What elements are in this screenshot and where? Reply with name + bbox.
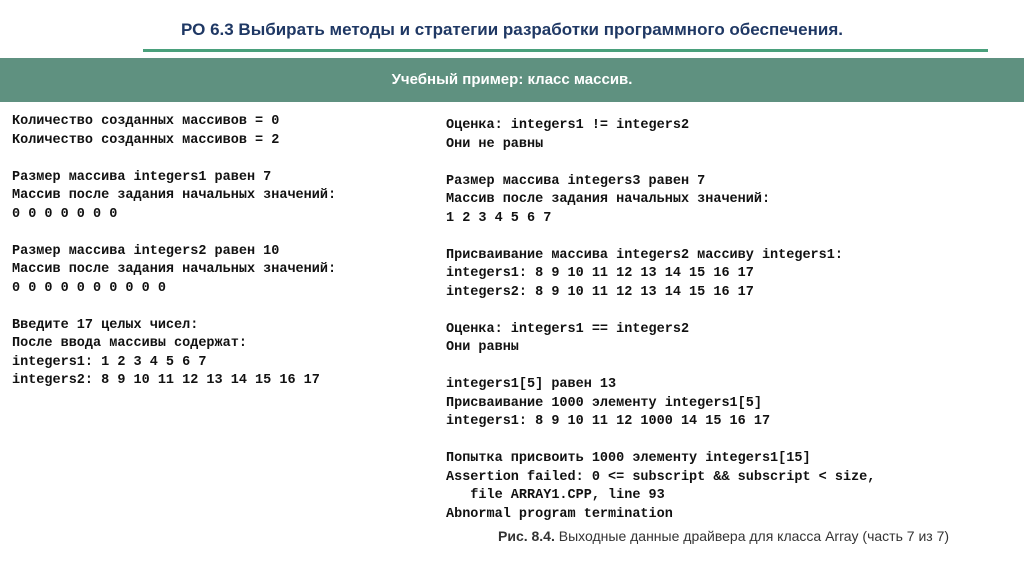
output-line: Размер массива integers3 равен 7 [446, 173, 706, 189]
output-line: Присваивание 1000 элементу integers1[5] [446, 395, 762, 411]
banner-title: Учебный пример: класс массив. [391, 71, 633, 88]
output-line [12, 150, 336, 169]
output-line: integers1: 1 2 3 4 5 6 7 [12, 354, 207, 370]
output-line: integers2: 8 9 10 11 12 13 14 15 16 17 [446, 284, 754, 300]
output-line: Abnormal program termination [446, 506, 673, 522]
output-line: 0 0 0 0 0 0 0 0 0 0 [12, 280, 166, 296]
section-banner [0, 58, 1024, 102]
output-line: 0 0 0 0 0 0 0 [12, 206, 118, 222]
output-line: Количество созданных массивов = 2 [12, 132, 280, 148]
output-line: integers1: 8 9 10 11 12 13 14 15 16 17 [446, 266, 754, 281]
output-line: Количество созданных массивов = 0 [12, 114, 280, 129]
output-line: 1 2 3 4 5 6 7 [446, 210, 552, 226]
output-line [12, 224, 336, 243]
output-line: Оценка: integers1 == integers2 [446, 321, 690, 337]
output-line: Массив после задания начальных значений: [12, 262, 337, 277]
output-line: Размер массива integers1 равен 7 [12, 169, 272, 185]
output-line: Они равны [446, 340, 519, 355]
output-line: Присваивание массива integers2 массиву integers1: [446, 247, 843, 263]
output-line: file ARRAY1.CPP, line 93 [446, 488, 665, 503]
console-output-left [12, 113, 336, 391]
console-output-right [446, 117, 875, 524]
title-underline [143, 49, 988, 52]
figure-label: Рис. 8.4. [498, 528, 555, 544]
output-line: integers1[5] равен 13 [446, 377, 617, 392]
output-line: Assertion failed: 0 <= subscript && subscript < size, [446, 469, 876, 485]
output-line: Массив после задания начальных значений: [446, 192, 771, 207]
output-line [446, 358, 875, 377]
output-line [446, 154, 875, 173]
output-line: Попытка присвоить 1000 элементу integers1[15] [446, 451, 811, 466]
output-line [12, 298, 336, 317]
slide-title: РО 6.3 Выбирать методы и стратегии разработки программного обеспечения. [181, 20, 843, 39]
output-line: Они не равны [446, 136, 544, 152]
output-line: После ввода массивы содержат: [12, 336, 247, 351]
output-line: Размер массива integers2 равен 10 [12, 243, 280, 259]
output-line [446, 302, 875, 321]
output-line: integers1: 8 9 10 11 12 1000 14 15 16 17 [446, 414, 771, 429]
output-line: Введите 17 целых чисел: [12, 317, 199, 333]
output-line [446, 228, 875, 247]
figure-caption [498, 528, 949, 544]
output-line: Оценка: integers1 != integers2 [446, 118, 690, 133]
output-line: integers2: 8 9 10 11 12 13 14 15 16 17 [12, 373, 320, 388]
output-line [446, 432, 875, 451]
figure-caption-text: Выходные данные драйвера для класса Array (часть 7 из 7) [554, 528, 950, 544]
output-line: Массив после задания начальных значений: [12, 188, 337, 203]
